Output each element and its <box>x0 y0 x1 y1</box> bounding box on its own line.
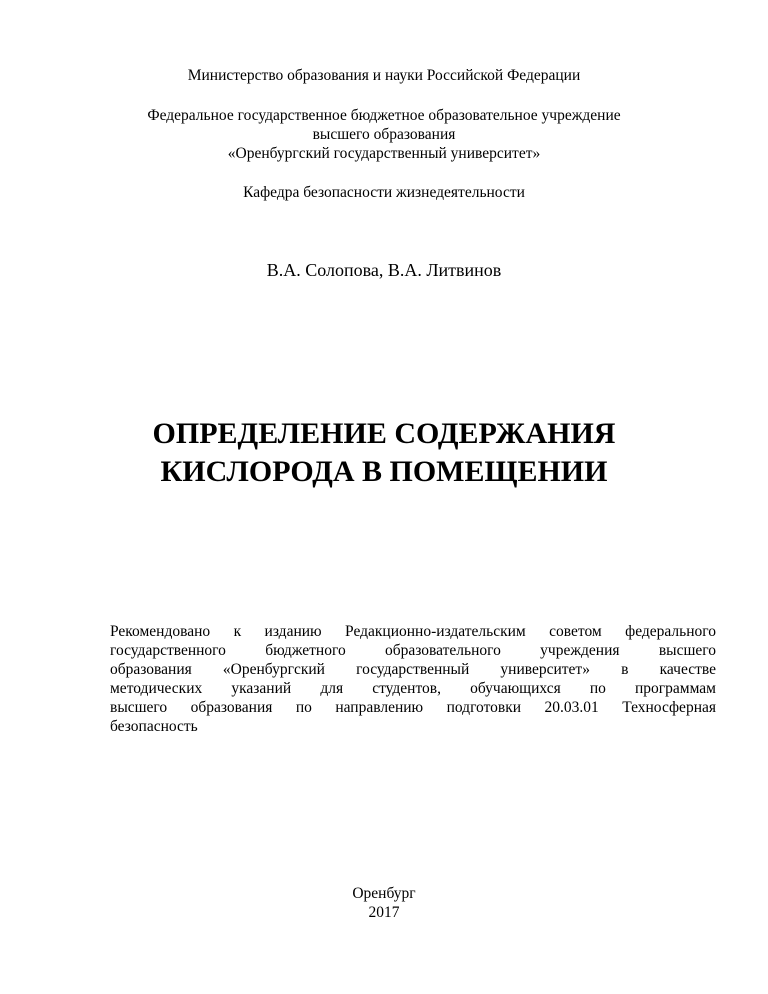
authors: В.А. Солопова, В.А. Литвинов <box>266 260 502 280</box>
recommendation-line: Рекомендовано к изданию Редакционно-издательским советом федерального <box>110 623 716 640</box>
recommendation-line: государственного бюджетного образовательного учреждения высшего <box>110 642 716 659</box>
recommendation-line: образования «Оренбургский государственный университет» в качестве <box>110 661 716 678</box>
institution-line-3: «Оренбургский государственный университет» <box>227 145 541 162</box>
document-title-line-1: ОПРЕДЕЛЕНИЕ СОДЕРЖАНИЯ <box>152 417 616 450</box>
institution-line-2: высшего образования <box>312 126 456 143</box>
publication-city: Оренбург <box>352 885 416 902</box>
publication-year: 2017 <box>368 904 400 921</box>
recommendation-line: безопасность <box>110 718 198 735</box>
ministry-name: Министерство образования и науки Российской Федерации <box>187 67 581 84</box>
department-name: Кафедра безопасности жизнедеятельности <box>243 184 525 201</box>
recommendation-line: высшего образования по направлению подготовки 20.03.01 Техносферная <box>110 699 716 716</box>
recommendation-line: методических указаний для студентов, обучающихся по программам <box>110 680 716 697</box>
document-title-line-2: КИСЛОРОДА В ПОМЕЩЕНИИ <box>160 455 608 488</box>
institution-line-1: Федеральное государственное бюджетное образовательное учреждение <box>147 107 621 124</box>
